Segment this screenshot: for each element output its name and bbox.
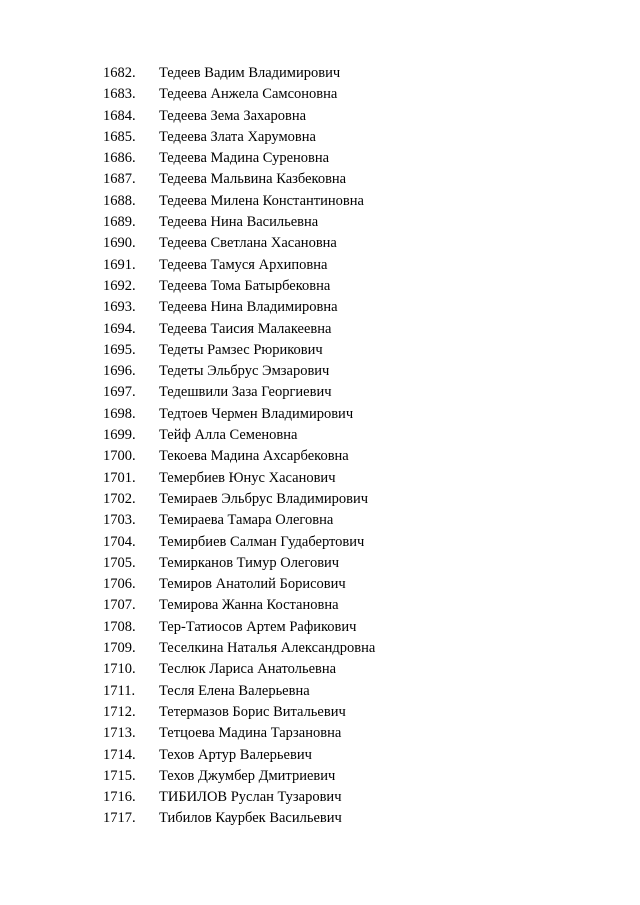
entry-full-name: Темербиев Юнус Хасанович — [159, 469, 336, 486]
numbered-name-list — [0, 63, 640, 830]
entry-number: 1700. — [103, 448, 136, 465]
list-item — [0, 212, 640, 233]
entry-number: 1701. — [103, 469, 136, 486]
list-item — [0, 425, 640, 446]
list-item — [0, 127, 640, 148]
entry-full-name: Темираев Эльбрус Владимирович — [159, 490, 369, 507]
list-item — [0, 382, 640, 403]
entry-number: 1688. — [103, 192, 136, 209]
entry-full-name: Тер-Татиосов Артем Рафикович — [159, 618, 357, 635]
entry-full-name: Теслюк Лариса Анатольевна — [159, 661, 337, 678]
entry-full-name: Темиров Анатолий Борисович — [159, 576, 346, 593]
entry-full-name: Темирбиев Салман Гудабертович — [159, 533, 365, 550]
list-item — [0, 553, 640, 574]
entry-number: 1717. — [103, 810, 136, 827]
entry-number: 1706. — [103, 576, 136, 593]
list-item — [0, 532, 640, 553]
list-item — [0, 745, 640, 766]
entry-full-name: Тейф Алла Семеновна — [159, 427, 298, 444]
entry-number: 1708. — [103, 618, 136, 635]
entry-number: 1712. — [103, 703, 136, 720]
list-item — [0, 404, 640, 425]
entry-full-name: Темираева Тамара Олеговна — [159, 512, 334, 529]
entry-full-name: Тедтоев Чермен Владимирович — [159, 405, 354, 422]
entry-full-name: Тедеева Нина Васильевна — [159, 214, 319, 231]
list-item — [0, 106, 640, 127]
entry-number: 1704. — [103, 533, 136, 550]
entry-full-name: Тетермазов Борис Витальевич — [159, 703, 346, 720]
entry-number: 1702. — [103, 490, 136, 507]
entry-full-name: Тибилов Каурбек Васильевич — [159, 810, 342, 827]
entry-number: 1686. — [103, 150, 136, 167]
entry-full-name: Тесля Елена Валерьевна — [159, 682, 310, 699]
entry-full-name: Тедеты Рамзес Рюрикович — [159, 341, 323, 358]
entry-number: 1716. — [103, 789, 136, 806]
entry-full-name: Темирова Жанна Костановна — [159, 597, 339, 614]
entry-number: 1697. — [103, 384, 136, 401]
entry-number: 1683. — [103, 86, 136, 103]
entry-full-name: ТИБИЛОВ Руслан Тузарович — [159, 789, 342, 806]
entry-number: 1682. — [103, 65, 136, 81]
list-item — [0, 595, 640, 616]
list-item — [0, 233, 640, 254]
list-item — [0, 510, 640, 531]
entry-full-name: Тедеева Злата Харумовна — [159, 128, 316, 145]
list-item — [0, 574, 640, 595]
entry-full-name: Техов Артур Валерьевич — [159, 746, 312, 763]
entry-number: 1690. — [103, 235, 136, 252]
list-item — [0, 319, 640, 340]
list-item — [0, 297, 640, 318]
entry-number: 1693. — [103, 299, 136, 316]
entry-number: 1698. — [103, 405, 136, 422]
entry-number: 1685. — [103, 128, 136, 145]
entry-number: 1703. — [103, 512, 136, 529]
entry-number: 1715. — [103, 767, 136, 784]
entry-full-name: Тедеева Тамуся Архиповна — [159, 256, 328, 273]
entry-full-name: Тетцоева Мадина Тарзановна — [159, 725, 342, 742]
list-item — [0, 191, 640, 212]
entry-full-name: Тедешвили Заза Георгиевич — [159, 384, 332, 401]
entry-number: 1699. — [103, 427, 136, 444]
entry-number: 1694. — [103, 320, 136, 337]
entry-full-name: Тедеев Вадим Владимирович — [159, 65, 341, 81]
entry-number: 1687. — [103, 171, 136, 188]
list-item — [0, 638, 640, 659]
entry-number: 1692. — [103, 277, 136, 294]
list-item — [0, 84, 640, 105]
entry-full-name: Теселкина Наталья Александровна — [159, 640, 376, 657]
entry-full-name: Тедеева Нина Владимировна — [159, 299, 338, 316]
entry-full-name: Темирканов Тимур Олегович — [159, 554, 340, 571]
entry-full-name: Техов Джумбер Дмитриевич — [159, 767, 336, 784]
entry-full-name: Тедеева Светлана Хасановна — [159, 235, 337, 252]
entry-number: 1709. — [103, 640, 136, 657]
list-item — [0, 361, 640, 382]
list-item — [0, 340, 640, 361]
entry-full-name: Текоева Мадина Ахсарбековна — [159, 448, 349, 465]
list-item — [0, 468, 640, 489]
list-item — [0, 659, 640, 680]
entry-full-name: Тедеева Милена Константиновна — [159, 192, 364, 209]
entry-number: 1684. — [103, 107, 136, 124]
list-item — [0, 63, 640, 84]
list-item — [0, 446, 640, 467]
entry-full-name: Тедеева Мадина Суреновна — [159, 150, 330, 167]
entry-number: 1707. — [103, 597, 136, 614]
entry-full-name: Тедеева Анжела Самсоновна — [159, 86, 338, 103]
list-item — [0, 766, 640, 787]
entry-full-name: Тедеты Эльбрус Эмзарович — [159, 363, 330, 380]
list-item — [0, 276, 640, 297]
list-item — [0, 489, 640, 510]
entry-full-name: Тедеева Таисия Малакеевна — [159, 320, 332, 337]
list-item — [0, 787, 640, 808]
entry-number: 1691. — [103, 256, 136, 273]
list-item — [0, 808, 640, 829]
entry-number: 1696. — [103, 363, 136, 380]
list-item — [0, 681, 640, 702]
list-item — [0, 702, 640, 723]
entry-number: 1710. — [103, 661, 136, 678]
entry-number: 1695. — [103, 341, 136, 358]
entry-number: 1689. — [103, 214, 136, 231]
list-item — [0, 723, 640, 744]
entry-number: 1711. — [103, 682, 136, 699]
entry-full-name: Тедеева Тома Батырбековна — [159, 277, 331, 294]
list-item — [0, 255, 640, 276]
list-item — [0, 148, 640, 169]
entry-number: 1705. — [103, 554, 136, 571]
list-item — [0, 617, 640, 638]
entry-number: 1714. — [103, 746, 136, 763]
entry-number: 1713. — [103, 725, 136, 742]
entry-full-name: Тедеева Мальвина Казбековна — [159, 171, 347, 188]
list-item — [0, 169, 640, 190]
entry-full-name: Тедеева Зема Захаровна — [159, 107, 307, 124]
